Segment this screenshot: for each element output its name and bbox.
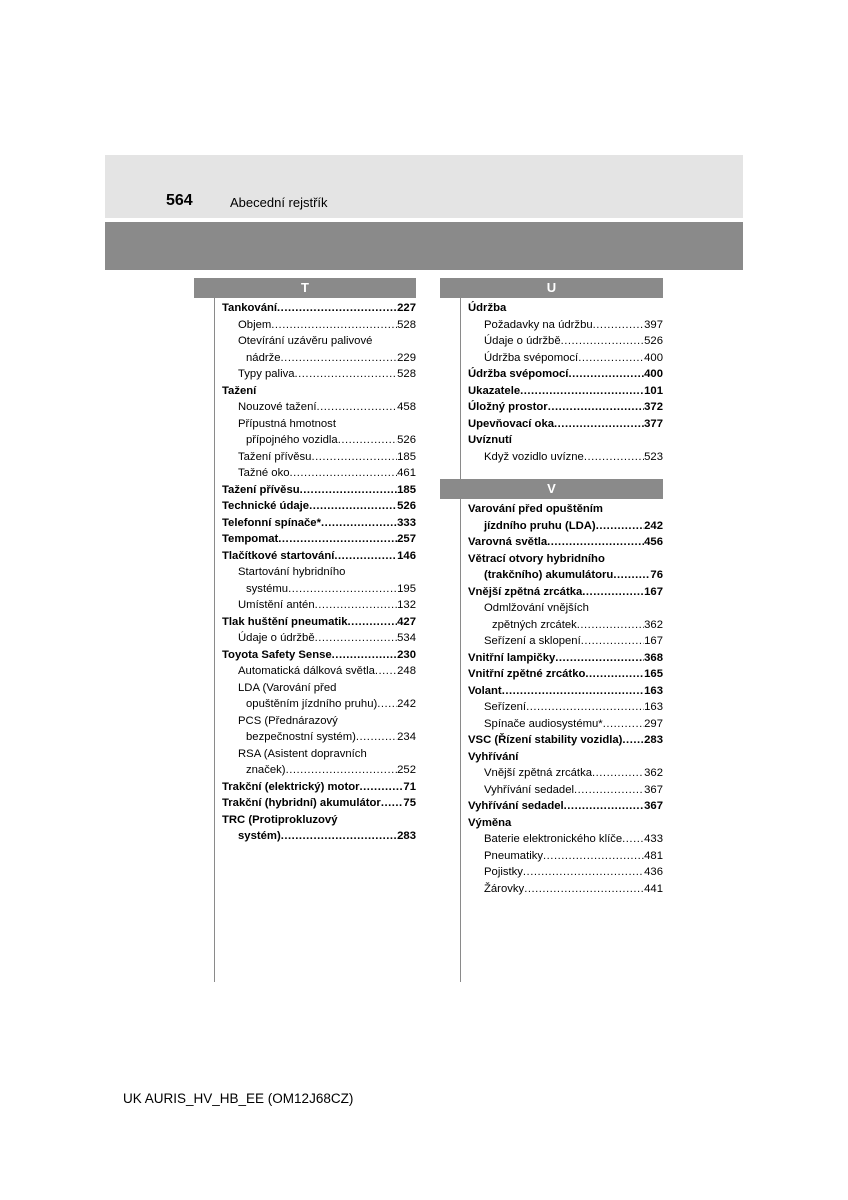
index-entry-page: 195 (397, 582, 416, 595)
index-entry (468, 567, 663, 584)
index-entry-page: 367 (644, 800, 663, 812)
index-entry-term: Varování před opuštěním (468, 503, 603, 515)
index-entry (468, 650, 663, 667)
index-entry (468, 432, 663, 449)
index-entry-term: Otevírání uzávěru palivové (238, 335, 373, 347)
dot-leader (271, 317, 397, 334)
index-entry-term: (trakčního) akumulátoru (484, 569, 614, 581)
index-entry (222, 828, 416, 845)
dot-leader (555, 650, 644, 667)
index-entry-term: značek) (246, 764, 286, 776)
index-entry (222, 779, 416, 796)
index-entry-term: Úložný prostor (468, 401, 548, 413)
dot-leader (277, 300, 397, 317)
index-entry-term: Výměna (468, 816, 512, 829)
index-entry (468, 551, 663, 568)
index-entry-page: 372 (644, 401, 663, 413)
index-entry-term: Když vozidlo uvízne (484, 450, 584, 463)
index-entry (468, 416, 663, 433)
index-entry-term: Údržba svépomocí (484, 351, 579, 364)
index-entry (468, 815, 663, 832)
index-entry (222, 713, 416, 730)
index-entry (222, 317, 416, 334)
index-entry (222, 597, 416, 614)
index-entry (222, 465, 416, 482)
index-entry (468, 864, 663, 881)
index-entry-term: Vyhřívání (468, 750, 519, 763)
index-entry (222, 746, 416, 763)
index-entry-term: přípojného vozidla (246, 434, 338, 446)
index-entry-term: RSA (Asistent dopravních (238, 747, 367, 760)
dot-leader (582, 584, 644, 601)
index-entry (468, 501, 663, 518)
index-entry-page: 526 (397, 500, 416, 512)
index-entry (222, 614, 416, 631)
index-entry-term: opuštěním jízdního pruhu) (246, 698, 378, 710)
index-entry-term: Seřízení a sklopení (484, 635, 581, 647)
dot-leader (356, 729, 397, 746)
index-entry-term: Nouzové tažení (238, 401, 317, 413)
dot-leader (561, 333, 645, 350)
dot-leader (381, 795, 404, 812)
index-entry-page: 362 (644, 618, 663, 631)
dot-leader (286, 762, 398, 779)
footer-model-code: UK AURIS_HV_HB_EE (OM12J68CZ) (123, 1091, 354, 1106)
dot-leader (377, 696, 397, 713)
index-entry (222, 482, 416, 499)
index-entry-term: Pneumatiky (484, 849, 544, 862)
dot-leader (338, 432, 397, 449)
index-entry-term: Odmlžování vnějších (484, 602, 589, 614)
index-entry (468, 449, 663, 466)
index-entry-term: Tlak huštění pneumatik (222, 615, 348, 628)
index-entry-term: Pojistky (484, 866, 523, 878)
index-entry (468, 716, 663, 733)
index-entry-page: 185 (397, 450, 416, 463)
index-entry (468, 366, 663, 383)
dot-leader (334, 548, 397, 565)
dot-leader (315, 597, 398, 614)
dot-leader (315, 630, 398, 647)
dot-leader (564, 798, 644, 815)
index-entry (468, 600, 663, 617)
index-entry-term: nádrže (246, 351, 281, 364)
dot-leader (502, 683, 644, 700)
letter-heading-u: U (440, 278, 663, 298)
index-entry-term: Volant (468, 684, 502, 697)
index-entry-term: Baterie elektronického klíče (484, 833, 623, 845)
index-entry-page: 461 (397, 467, 416, 479)
index-entry-page: 528 (397, 318, 416, 331)
index-entry-term: Toyota Safety Sense (222, 648, 332, 661)
index-entry-page: 227 (397, 302, 416, 314)
dot-leader (603, 716, 644, 733)
index-entry-page: 377 (644, 417, 663, 430)
index-entry (222, 647, 416, 664)
index-entry (468, 383, 663, 400)
index-entry-term: Údržba (468, 302, 507, 314)
index-entry (222, 531, 416, 548)
index-entry-term: Vnitřní zpětné zrcátko (468, 668, 586, 680)
index-entry-term: Vnější zpětná zrcátka (484, 767, 593, 779)
dot-leader (290, 465, 398, 482)
index-entry (222, 515, 416, 532)
dot-leader (574, 782, 644, 799)
index-entry (468, 765, 663, 782)
index-entry (222, 416, 416, 433)
index-entry (222, 366, 416, 383)
dot-leader (348, 614, 398, 631)
index-entry-page: 230 (397, 648, 416, 661)
index-entry-term: bezpečnostní systém) (246, 731, 356, 743)
dot-leader (317, 399, 398, 416)
index-entry-term: Ukazatele (468, 384, 521, 397)
dot-leader (309, 498, 397, 515)
index-entry-page: 132 (397, 599, 416, 611)
index-entry-term: PCS (Přednárazový (238, 714, 338, 727)
index-entry-term: Upevňovací oka (468, 417, 555, 430)
index-entry-page: 441 (644, 882, 663, 895)
index-entry-term: Trakční (hybridní) akumulátor (222, 797, 381, 809)
index-entry-page: 163 (644, 684, 663, 697)
dot-leader (585, 666, 644, 683)
index-entry-page: 167 (644, 635, 663, 647)
index-entry (222, 581, 416, 598)
dot-leader (295, 366, 398, 383)
index-entry-page: 234 (397, 731, 416, 743)
index-entry (222, 663, 416, 680)
index-entry-term: Technické údaje (222, 500, 310, 512)
index-entry (468, 881, 663, 898)
index-entry-page: 528 (397, 368, 416, 380)
index-entry-term: Vyhřívání sedadel (468, 800, 564, 812)
dot-leader (622, 831, 644, 848)
index-entry-term: Větrací otvory hybridního (468, 552, 605, 565)
index-entry-page: 400 (644, 351, 663, 364)
index-entry-term: jízdního pruhu (LDA) (484, 519, 596, 532)
index-entry-term: systému (246, 582, 289, 595)
dot-leader (375, 663, 397, 680)
index-entry (468, 534, 663, 551)
index-entry-page: 146 (397, 549, 416, 562)
index-entry (222, 680, 416, 697)
index-entry-term: Tankování (222, 302, 278, 314)
index-entry (222, 564, 416, 581)
index-entry (468, 683, 663, 700)
index-entry (222, 729, 416, 746)
index-entry (222, 383, 416, 400)
index-entry (468, 732, 663, 749)
index-entries-v (440, 501, 663, 897)
index-entry-term: Tempomat (222, 533, 279, 545)
index-entry-term: Přípustná hmotnost (238, 417, 336, 430)
index-entry-page: 333 (397, 516, 416, 529)
index-entry-term: zpětných zrcátek (492, 618, 577, 631)
index-entry-page: 458 (397, 401, 416, 413)
index-entry (468, 633, 663, 650)
index-entry-page: 456 (644, 536, 663, 548)
index-entry-page: 362 (644, 767, 663, 779)
dot-leader (613, 567, 650, 584)
index-entry-page: 400 (644, 368, 663, 380)
index-entry (222, 498, 416, 515)
index-entry (222, 449, 416, 466)
page-number: 564 (166, 192, 193, 209)
dot-leader (554, 416, 644, 433)
index-entry (222, 300, 416, 317)
index-entries-t (194, 300, 416, 845)
dot-leader (622, 732, 644, 749)
dot-leader (281, 350, 398, 367)
index-entry-term: Požadavky na údržbu (484, 318, 593, 331)
index-entry-term: Umístění antén (238, 599, 315, 611)
index-entry-term: Uvíznutí (468, 434, 512, 446)
dot-leader (288, 581, 397, 598)
index-entry-term: Tažení přívěsu (222, 483, 300, 496)
dot-leader (526, 699, 644, 716)
dot-leader (332, 647, 397, 664)
index-entry (468, 317, 663, 334)
index-entry (468, 831, 663, 848)
index-entry-page: 163 (644, 701, 663, 713)
index-entry-term: Seřízení (484, 701, 527, 713)
index-entry (222, 696, 416, 713)
index-entry-term: Údaje o údržbě (238, 632, 315, 644)
index-entry-page: 526 (644, 335, 663, 347)
index-entry-term: Údaje o údržbě (484, 335, 561, 347)
index-column-left (194, 278, 416, 845)
header-band (105, 155, 743, 218)
index-entry-term: Vnější zpětná zrcátka (468, 585, 583, 598)
dot-leader (548, 399, 644, 416)
index-entry-page: 229 (397, 351, 416, 364)
index-column-right (440, 278, 663, 897)
index-entry-page: 436 (644, 866, 663, 878)
index-entry-page: 283 (644, 734, 663, 746)
index-entry-page: 368 (644, 651, 663, 664)
index-entry (222, 333, 416, 350)
index-entry (468, 584, 663, 601)
dot-leader (593, 317, 644, 334)
index-entry-term: Typy paliva (238, 368, 295, 380)
index-entry-page: 252 (397, 764, 416, 776)
index-entry (222, 812, 416, 829)
dot-leader (581, 633, 644, 650)
index-entry-page: 397 (644, 318, 663, 331)
dot-leader (547, 534, 644, 551)
index-entry-page: 523 (644, 450, 663, 463)
index-entry-page: 283 (397, 830, 416, 842)
index-entry-page: 526 (397, 434, 416, 446)
index-entry (468, 333, 663, 350)
index-entry-page: 481 (644, 849, 663, 862)
index-entry-page: 71 (403, 780, 416, 793)
index-entry (222, 795, 416, 812)
index-entry-term: Automatická dálková světla (238, 665, 375, 677)
index-entry-page: 101 (644, 384, 663, 397)
index-entry-page: 242 (644, 519, 663, 532)
dot-leader (592, 765, 644, 782)
index-entry (468, 518, 663, 535)
dot-leader (520, 383, 644, 400)
dot-leader (568, 366, 644, 383)
index-entry-term: Tažení (222, 384, 257, 397)
index-entry (468, 666, 663, 683)
index-entry (468, 749, 663, 766)
index-entry-term: Údržba svépomocí (468, 368, 569, 380)
index-entry-term: Tažení přívěsu (238, 450, 312, 463)
index-entry (222, 762, 416, 779)
dot-leader (524, 881, 644, 898)
index-entry-term: Vyhřívání sedadel (484, 783, 575, 796)
index-entry (468, 699, 663, 716)
index-entry-term: VSC (Řízení stability vozidla) (468, 734, 623, 746)
index-entry (222, 432, 416, 449)
dot-leader (300, 482, 398, 499)
index-entry-page: 75 (403, 797, 416, 809)
index-entry (468, 848, 663, 865)
index-entry (468, 798, 663, 815)
index-entry-page: 242 (397, 698, 416, 710)
index-entry (468, 782, 663, 799)
index-entry-term: Startování hybridního (238, 566, 346, 578)
index-entry-page: 76 (650, 569, 663, 581)
index-entry-page: 248 (397, 665, 416, 677)
index-entry (222, 399, 416, 416)
index-entry (468, 300, 663, 317)
index-entry (468, 617, 663, 634)
index-entry-term: Objem (238, 318, 272, 331)
index-entry-term: Spínače audiosystému* (484, 717, 603, 730)
dot-leader (278, 531, 397, 548)
section-title: Abecední rejstřík (230, 195, 328, 210)
dot-leader (523, 864, 644, 881)
dot-leader (321, 515, 397, 532)
dot-leader (577, 617, 644, 634)
index-entry-term: TRC (Protiprokluzový (222, 813, 338, 826)
letter-heading-v: V (440, 479, 663, 499)
header-dark-band (105, 222, 743, 270)
index-entries-u (440, 300, 663, 465)
index-entry (222, 350, 416, 367)
dot-leader (584, 449, 644, 466)
dot-leader (360, 779, 404, 796)
index-entry-term: Tlačítkové startování (222, 549, 335, 562)
index-entry (222, 630, 416, 647)
index-entry-term: Tažné oko (238, 467, 290, 479)
index-entry (468, 350, 663, 367)
index-entry-page: 427 (397, 615, 416, 628)
index-entry-page: 165 (644, 668, 663, 680)
index-entry-term: LDA (Varování před (238, 681, 337, 694)
index-entry-page: 185 (397, 483, 416, 496)
index-entry-term: Telefonní spínače* (222, 516, 321, 529)
dot-leader (311, 449, 397, 466)
index-entry-term: systém) (238, 830, 281, 842)
index-entry-page: 297 (644, 717, 663, 730)
index-entry (222, 548, 416, 565)
index-entry-term: Trakční (elektrický) motor (222, 780, 360, 793)
index-entry-term: Varovná světla (468, 536, 548, 548)
index-entry-term: Vnitřní lampičky (468, 651, 556, 664)
dot-leader (578, 350, 644, 367)
index-entry (468, 399, 663, 416)
index-entry-page: 367 (644, 783, 663, 796)
index-entry-term: Žárovky (484, 882, 525, 895)
dot-leader (543, 848, 644, 865)
index-entry-page: 257 (397, 533, 416, 545)
letter-heading-t: T (194, 278, 416, 298)
index-entry-page: 167 (644, 585, 663, 598)
index-entry-page: 433 (644, 833, 663, 845)
index-entry-page: 534 (397, 632, 416, 644)
dot-leader (596, 518, 644, 535)
dot-leader (281, 828, 397, 845)
